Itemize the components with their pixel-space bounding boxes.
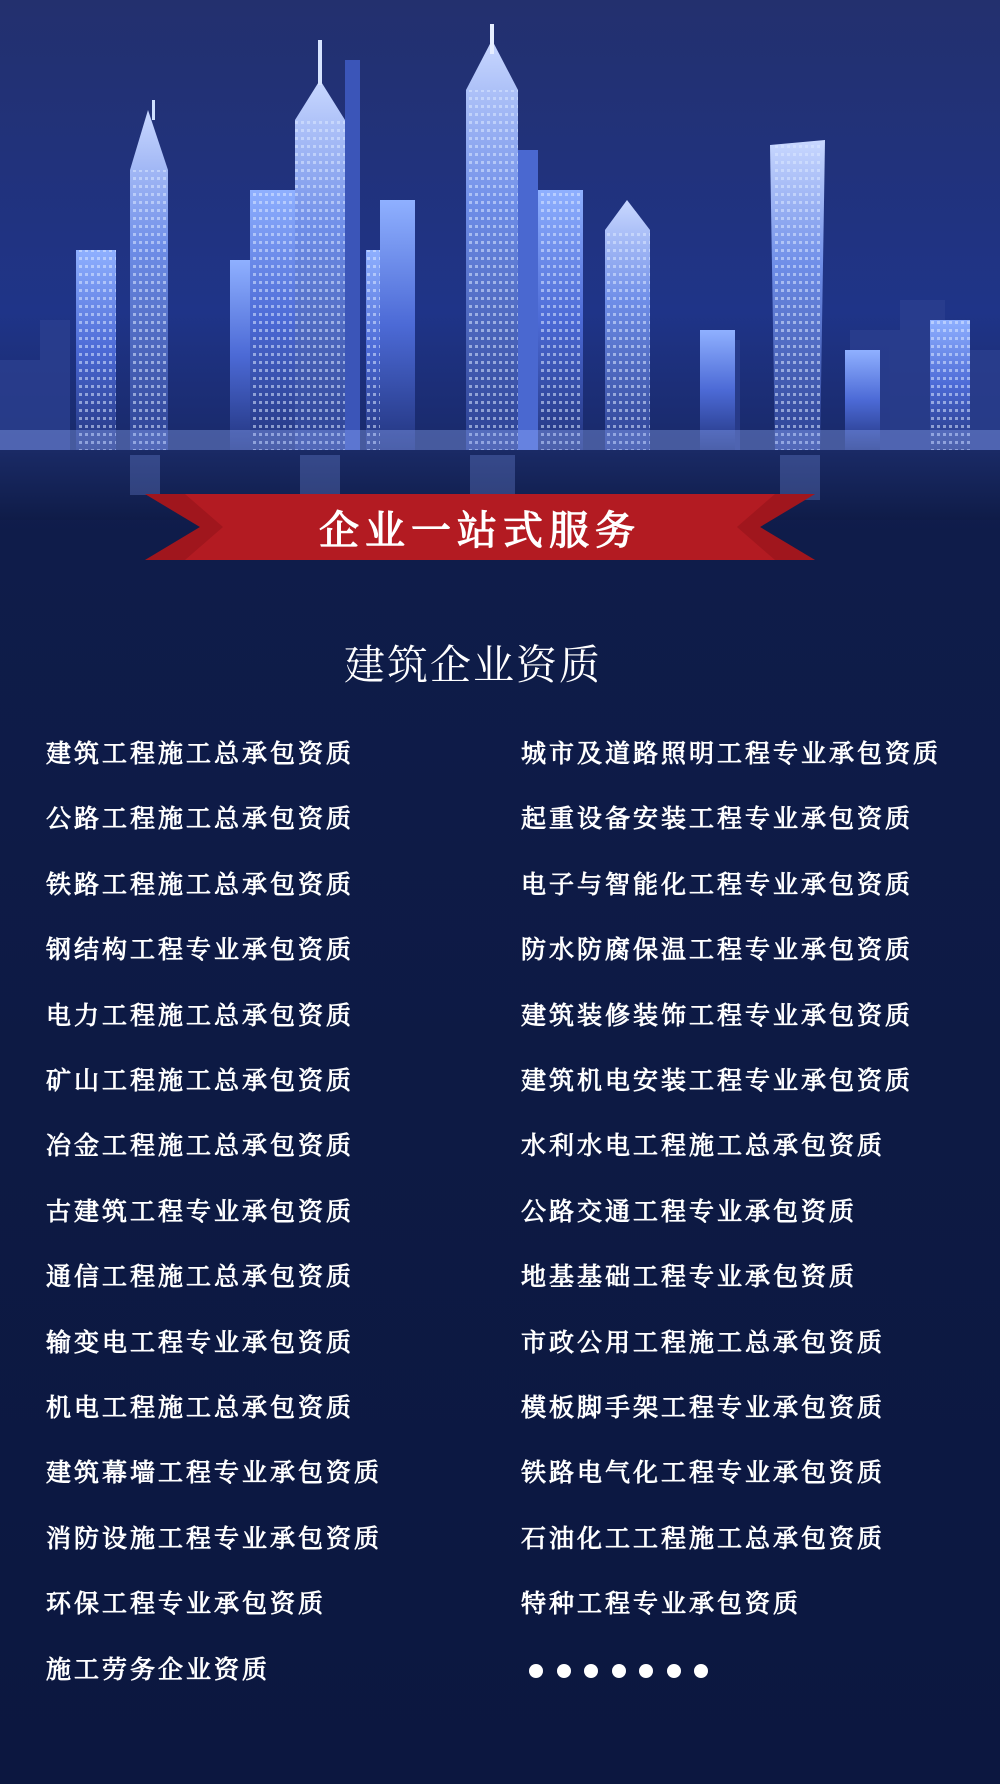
dot-icon	[584, 1664, 598, 1678]
list-item: 铁路工程施工总承包资质	[46, 869, 355, 899]
list-item: 施工劳务企业资质	[46, 1654, 271, 1684]
list-item: 机电工程施工总承包资质	[46, 1393, 355, 1422]
list-item: 钢结构工程专业承包资质	[46, 935, 355, 965]
banner-title: 企业一站式服务	[319, 507, 641, 554]
list-item: 起重设备安装工程专业承包资质	[521, 804, 914, 834]
dot-icon	[639, 1664, 653, 1678]
dot-icon	[612, 1664, 626, 1678]
list-item: 建筑机电安装工程专业承包资质	[521, 1066, 914, 1095]
list-item: 消防设施工程专业承包资质	[46, 1523, 383, 1553]
dot-icon	[667, 1664, 681, 1678]
list-item: 电子与智能化工程专业承包资质	[521, 869, 914, 899]
list-item: 输变电工程专业承包资质	[46, 1327, 355, 1357]
list-item: 建筑工程施工总承包资质	[46, 739, 355, 768]
list-item: 矿山工程施工总承包资质	[46, 1066, 355, 1095]
list-item: 铁路电气化工程专业承包资质	[521, 1458, 886, 1488]
list-item: 石油化工工程施工总承包资质	[521, 1523, 886, 1553]
list-item: 水利水电工程施工总承包资质	[521, 1131, 886, 1161]
dot-icon	[694, 1664, 708, 1678]
list-item: 冶金工程施工总承包资质	[46, 1131, 355, 1161]
list-item: 通信工程施工总承包资质	[46, 1262, 355, 1292]
list-item: 市政公用工程施工总承包资质	[521, 1327, 886, 1357]
list-item: 建筑幕墙工程专业承包资质	[46, 1458, 383, 1488]
city-skyline-image	[0, 0, 1000, 520]
dot-icon	[557, 1664, 571, 1678]
list-item: 建筑装修装饰工程专业承包资质	[521, 1000, 914, 1030]
list-item: 特种工程专业承包资质	[521, 1589, 802, 1619]
section-title: 建筑企业资质	[344, 641, 602, 689]
service-banner	[145, 494, 815, 560]
list-item: 地基基础工程专业承包资质	[521, 1262, 858, 1292]
list-item: 城市及道路照明工程专业承包资质	[521, 739, 942, 768]
dot-icon	[529, 1664, 543, 1678]
more-ellipsis-dots	[529, 1664, 722, 1678]
list-item: 公路工程施工总承包资质	[46, 804, 355, 834]
list-item: 环保工程专业承包资质	[46, 1589, 327, 1619]
list-item: 电力工程施工总承包资质	[46, 1000, 355, 1030]
list-item: 公路交通工程专业承包资质	[521, 1196, 858, 1226]
list-item: 模板脚手架工程专业承包资质	[521, 1393, 886, 1422]
list-item: 古建筑工程专业承包资质	[46, 1196, 355, 1226]
list-item: 防水防腐保温工程专业承包资质	[521, 935, 914, 965]
